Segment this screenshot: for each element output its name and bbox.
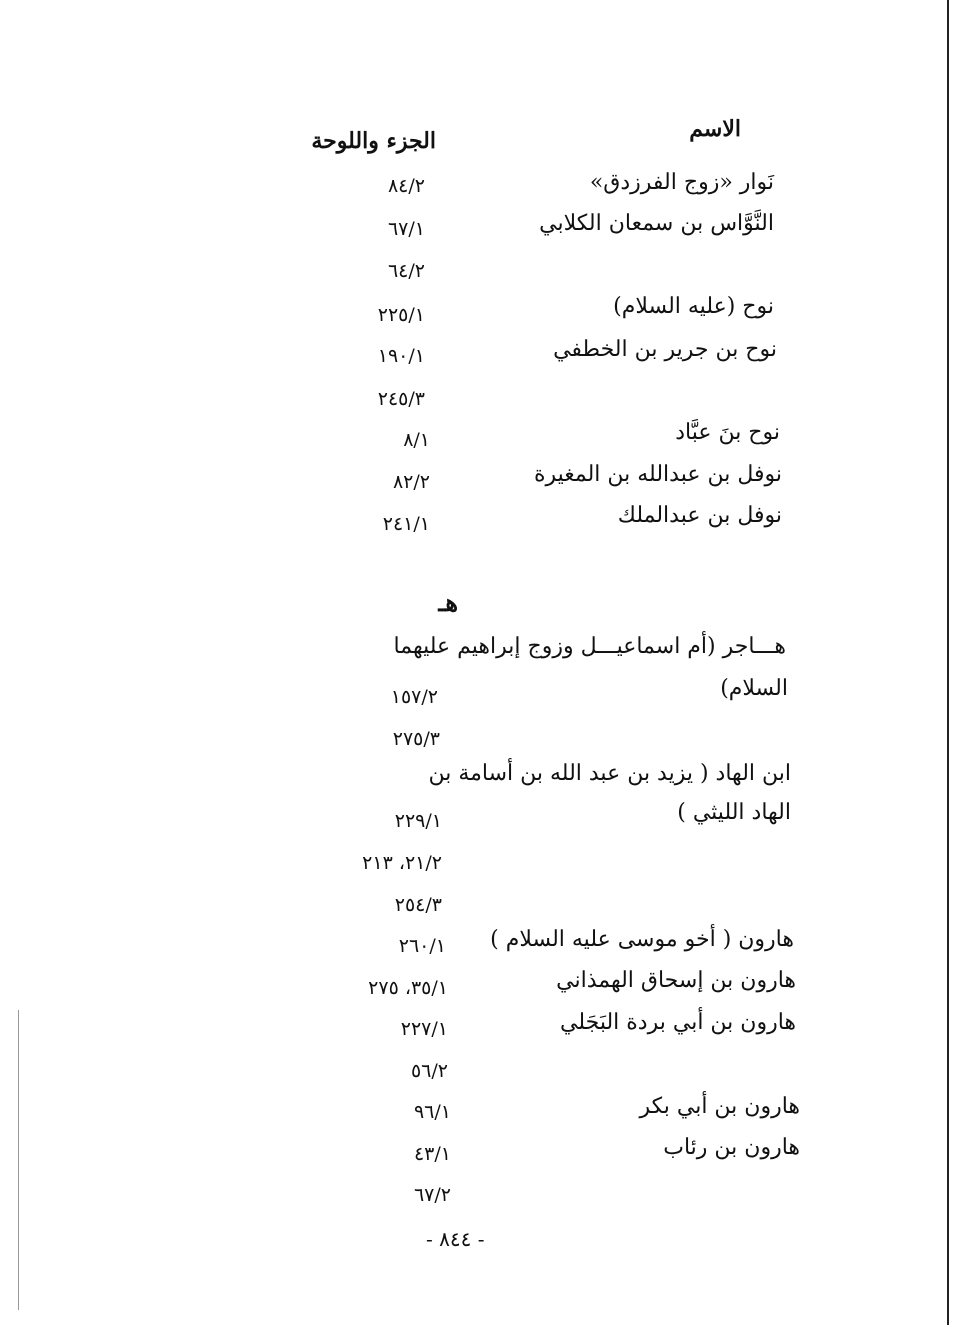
entry-ref: ٦٧/٢ [413, 1184, 451, 1206]
entry-name: نوح بنَ عبَّاد [675, 420, 780, 445]
entry-ref: ٨٤/٢ [387, 175, 425, 197]
entry-ref: ٢٤٥/٣ [377, 388, 425, 410]
entry-ref: ٢٦٠/١ [398, 935, 446, 957]
page-number: - ٨٤٤ - [426, 1227, 485, 1251]
entry-ref: ٢٢٧/١ [400, 1018, 448, 1040]
entry-name: هارون بن رئاب [663, 1135, 800, 1160]
entry-ref: ٢٢٩/١ [394, 810, 442, 832]
entry-name-line: ابن الهاد ( يزيد بن عبد الله بن أسامة بن [428, 761, 791, 786]
entry-ref: ٨٢/٢ [392, 471, 430, 493]
entry-ref: ٤٣/١ [413, 1143, 451, 1165]
entry-name: نوح بن جرير بن الخطفي [553, 337, 777, 362]
entry-ref: ٢٢٥/١ [377, 304, 425, 326]
entry-ref: ٢٥٤/٣ [394, 894, 442, 916]
entry-name-line: السلام) [720, 676, 788, 701]
entry-name: النَّوَّاس بن سمعان الكلابي [539, 211, 774, 236]
entry-name: نوفل بن عبدالله بن المغيرة [533, 462, 782, 487]
entry-name: نَوار «زوج الفرزدق» [589, 170, 774, 195]
entry-ref: ١٩٠/١ [377, 345, 425, 367]
entry-name-line: هـــاجر (أم اسماعيـــل وزوج إبراهيم عليهما [393, 634, 786, 659]
name-column-header: الاسم [689, 116, 741, 142]
entry-ref: ٦٧/١ [387, 218, 425, 240]
entry-name: هارون بن إسحاق الهمذاني [556, 968, 796, 993]
entry-ref: ٦٤/٢ [387, 260, 425, 282]
entry-ref: ٢٤١/١ [382, 513, 430, 535]
entry-name-line: الهاد الليثي ) [677, 800, 791, 825]
entry-name: هارون بن أبي بكر [639, 1094, 800, 1119]
entry-name: نوح (عليه السلام) [613, 294, 774, 319]
entry-ref: ١٥٧/٢ [390, 686, 438, 708]
entry-name: هارون بن أبي بردة البَجَلي [560, 1010, 796, 1035]
entry-ref: ٩٦/١ [413, 1101, 451, 1123]
entry-name: هارون ( أخو موسى عليه السلام ) [490, 927, 794, 952]
entry-ref: ٢١/٢، ٢١٣ [362, 852, 442, 874]
section-letter: هـ [438, 588, 458, 617]
entry-ref: ٥٦/٢ [410, 1060, 448, 1082]
page-edge-line-right [947, 0, 949, 1325]
entry-ref: ٨/١ [403, 429, 430, 451]
entry-ref: ٣٥/١، ٢٧٥ [368, 977, 448, 999]
entry-ref: ٢٧٥/٣ [392, 728, 440, 750]
entry-name: نوفل بن عبدالملك [617, 503, 782, 528]
page-edge-line-left [18, 1010, 19, 1310]
ref-column-header: الجزء واللوحة [311, 128, 436, 154]
